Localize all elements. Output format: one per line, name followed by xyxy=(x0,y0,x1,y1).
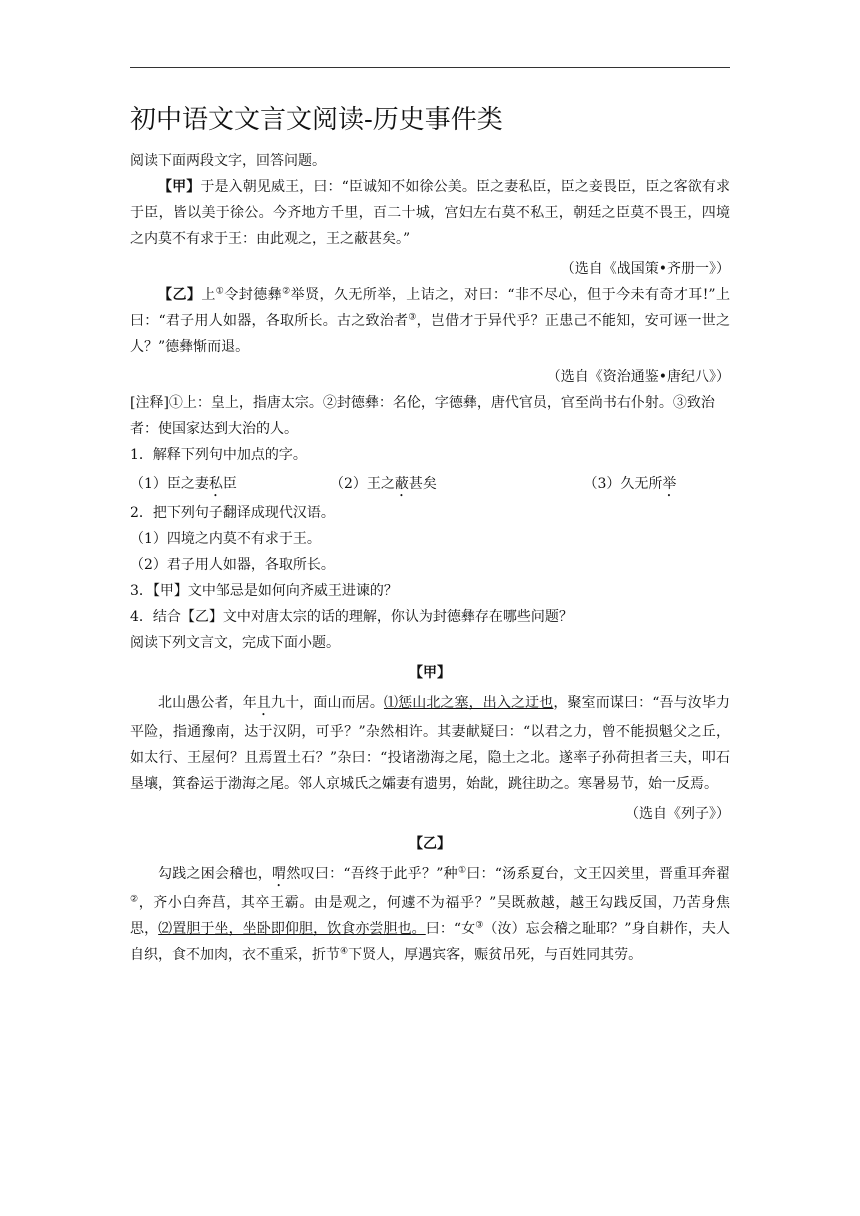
question-1-items xyxy=(130,468,730,500)
footnote-marker: ① xyxy=(215,286,225,297)
question-item xyxy=(130,468,330,500)
passage-text: 勾践之困会稽也， xyxy=(158,866,273,882)
dotted-char: 蔽 xyxy=(394,476,409,492)
passage-heading-jia: 【甲】 xyxy=(409,665,451,681)
question-2-item-2: （2）君子用人如器，各取所长。 xyxy=(130,557,335,573)
passage-text: 上 xyxy=(201,287,216,303)
reading-intro-2: 阅读下列文言文，完成下面小题。 xyxy=(130,635,340,651)
passage-text: 下贤人，厚遇宾客，赈贫吊死，与百姓同其劳。 xyxy=(348,947,643,963)
item-text: 臣 xyxy=(222,476,237,492)
passage-label: 【乙】 xyxy=(158,287,202,303)
passage-text: 曰：“女 xyxy=(425,921,476,937)
item-text: （2）王之 xyxy=(329,476,395,492)
source-citation: （选自《列子》） xyxy=(625,806,730,822)
passage-jia-1 xyxy=(130,174,730,252)
passage-text: 曰：“汤系夏台，文王囚羑里，晋重耳奔翟 xyxy=(466,866,731,882)
question-1: 1．解释下列句中加点的字。 xyxy=(130,447,307,463)
passage-text: 北山愚公者，年 xyxy=(158,695,257,711)
passage-text: 九十，面山而居。 xyxy=(270,695,384,711)
footnote-marker: ② xyxy=(130,894,139,905)
passage-text: ，齐小白奔莒，其卒王霸。由是观之，何遽不为福乎？”吴既赦越，越王勾践反国，乃苦身焦思， xyxy=(130,895,731,937)
passage-text: ，聚室而谋曰：“吾与汝毕力平险，指通豫南，达于汉阴，可乎？”杂然相许。其妻献疑曰：“以君之力，曾不能损魁父之丘，如太行、王屋何？且焉置土石？”杂曰：“投诸渤海之尾，隐土之北。遂率子孙荷担者三夫，叩石垦壤，箕畚运于渤海之尾。邻人京城氏之孀妻有遗男，始龀，跳往助之。寒暑易节，始一反焉。 xyxy=(130,695,731,792)
item-text: （1）臣之妻 xyxy=(130,476,209,492)
passage-text: 然叹曰：“吾终于此乎？”种 xyxy=(286,866,458,882)
annotation-notes: [注释]①上：皇上，指唐太宗。②封德彝：名伦，字德彝，唐代官员，官至尚书右仆射。③致治者：使国家达到大治的人。 xyxy=(130,395,715,437)
reading-intro-1: 阅读下面两段文字，回答问题。 xyxy=(130,153,326,169)
passage-label: 【甲】 xyxy=(158,179,201,195)
dotted-char: 私 xyxy=(208,476,223,492)
passage-yi-2 xyxy=(130,861,730,968)
question-2: 2．把下列句子翻译成现代汉语。 xyxy=(130,505,335,521)
item-text: （3）久无所 xyxy=(583,476,663,492)
dotted-char: 且 xyxy=(256,695,271,711)
footnote-marker: ③ xyxy=(475,920,484,931)
source-citation: （选自《战国策•齐册一》） xyxy=(560,261,730,277)
question-2-item-1: （1）四境之内莫不有求于王。 xyxy=(130,531,321,547)
passage-heading-yi: 【乙】 xyxy=(409,836,451,852)
passage-text: ，岂借才于异代乎？正患己不能知，安可诬一世之人？”德彝惭而退。 xyxy=(130,313,731,355)
footnote-marker: ④ xyxy=(340,946,349,957)
passage-text: （汝）忘会稽之耻耶？”身自耕作，夫人自织，食不加肉，衣不重采，折节 xyxy=(130,921,730,963)
question-4: 4．结合【乙】文中对唐太宗的话的理解，你认为封德彝存在哪些问题？ xyxy=(130,609,573,625)
passage-yi-1 xyxy=(130,282,730,360)
underlined-sentence: ⑵置胆于坐，坐卧即仰胆，饮食亦尝胆也。 xyxy=(158,921,426,937)
underlined-sentence: ⑴惩山北之塞，出入之迂也 xyxy=(383,695,554,711)
question-item xyxy=(530,468,730,500)
question-item xyxy=(330,468,530,500)
passage-text: 于是入朝见威王，曰：“臣诚知不如徐公美。臣之妻私臣，臣之妾畏臣，臣之客欲有求于臣，皆以美于徐公。今齐地方千里，百二十城，宫妇左右莫不私王，朝廷之臣莫不畏王，四境之内莫不有求于王：由此观之，王之蔽甚矣。” xyxy=(130,179,731,247)
passage-jia-2 xyxy=(130,690,730,797)
footnote-marker: ③ xyxy=(408,312,417,323)
document-title: 初中语文文言文阅读-历史事件类 xyxy=(130,105,503,135)
footnote-marker: ① xyxy=(457,865,467,876)
dotted-char: 喟 xyxy=(272,866,287,882)
question-3: 3．【甲】文中邹忌是如何向齐威王进谏的？ xyxy=(130,583,398,599)
dotted-char: 举 xyxy=(662,476,677,492)
header-rule xyxy=(130,67,730,68)
passage-text: 举贤，久无所举，上诘之，对曰：“非不尽心，但于今未有奇才耳!”上曰：“君子用人如器，各取所长。古之致治者 xyxy=(130,287,730,329)
source-citation: （选自《资治通鉴•唐纪八》） xyxy=(546,369,730,385)
passage-text: 令封德彝 xyxy=(224,287,283,303)
item-text: 甚矣 xyxy=(408,476,437,492)
document-body xyxy=(130,100,730,968)
footnote-marker: ② xyxy=(282,286,291,297)
